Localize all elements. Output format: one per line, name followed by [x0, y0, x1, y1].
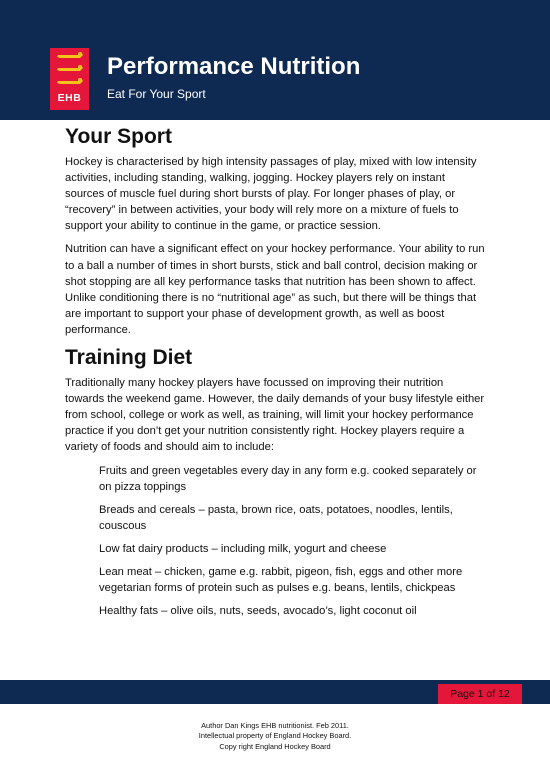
section-heading: Training Diet: [65, 346, 193, 370]
list-item: Low fat dairy products – including milk, yogurt and cheese: [99, 542, 387, 555]
paragraph: Nutrition can have a significant effect on your hockey performance. Your ability to run to a ball a number of times in short bursts, stick and ball control, decision making or shot stopping are all key performance tasks that nutrition has been shown to affect. Unlike conditioning there is no “nutritional age” as such, but there will be things that are important to support your phase of development growth, as well as boost performance.: [65, 243, 485, 336]
list-item: Fruits and green vegetables every day in any form e.g. cooked separately or on pizza toppings: [99, 464, 477, 493]
section-your-sport: [65, 124, 485, 338]
list-item: Healthy fats – olive oils, nuts, seeds, avocado’s, light coconut oil: [99, 605, 417, 618]
section-heading: Your Sport: [65, 125, 172, 148]
document-body: [65, 124, 485, 626]
page-header: [0, 0, 550, 120]
page-number: Page 1 of 12: [438, 684, 522, 704]
credit-line: Copy right England Hockey Board: [219, 741, 331, 751]
paragraph: Traditionally many hockey players have focussed on improving their nutrition towards the weekend game. However, the daily demands of your busy lifestyle either from school, college or work as well, as training, will limit your hockey performance practice if you don’t get your nutrition consistently right. Hockey players require a variety of foods and should aim to include:: [65, 377, 485, 454]
author-credits: [0, 721, 550, 752]
ehb-logo: [50, 48, 89, 110]
page-title: Performance Nutrition: [107, 53, 361, 80]
logo-text: EHB: [57, 92, 82, 104]
three-lions-icon: [50, 48, 89, 92]
list-item: Breads and cereals – pasta, brown rice, oats, potatoes, noodles, lentils, couscous: [99, 503, 453, 532]
page-subtitle: Eat For Your Sport: [107, 87, 206, 101]
credit-line: Author Dan Kings EHB nutritionist. Feb 2011.: [201, 721, 349, 730]
section-training-diet: [65, 345, 485, 619]
paragraph: Hockey is characterised by high intensity passages of play, mixed with low intensity activities, including standing, walking, jogging. Hockey players rely on instant sources of muscle fuel during short bursts of play. For longer phases of play, or “recovery” in between activities, your body will rely more on a mixture of fuels to support your ability to continue in the game, or practice session.: [65, 156, 477, 233]
list-item: Lean meat – chicken, game e.g. rabbit, pigeon, fish, eggs and other more vegetarian forms of protein such as pulses e.g. beans, lentils, chickpeas: [99, 565, 463, 595]
food-list: [65, 463, 485, 620]
credit-line: Intellectual property of England Hockey Board.: [198, 731, 352, 741]
